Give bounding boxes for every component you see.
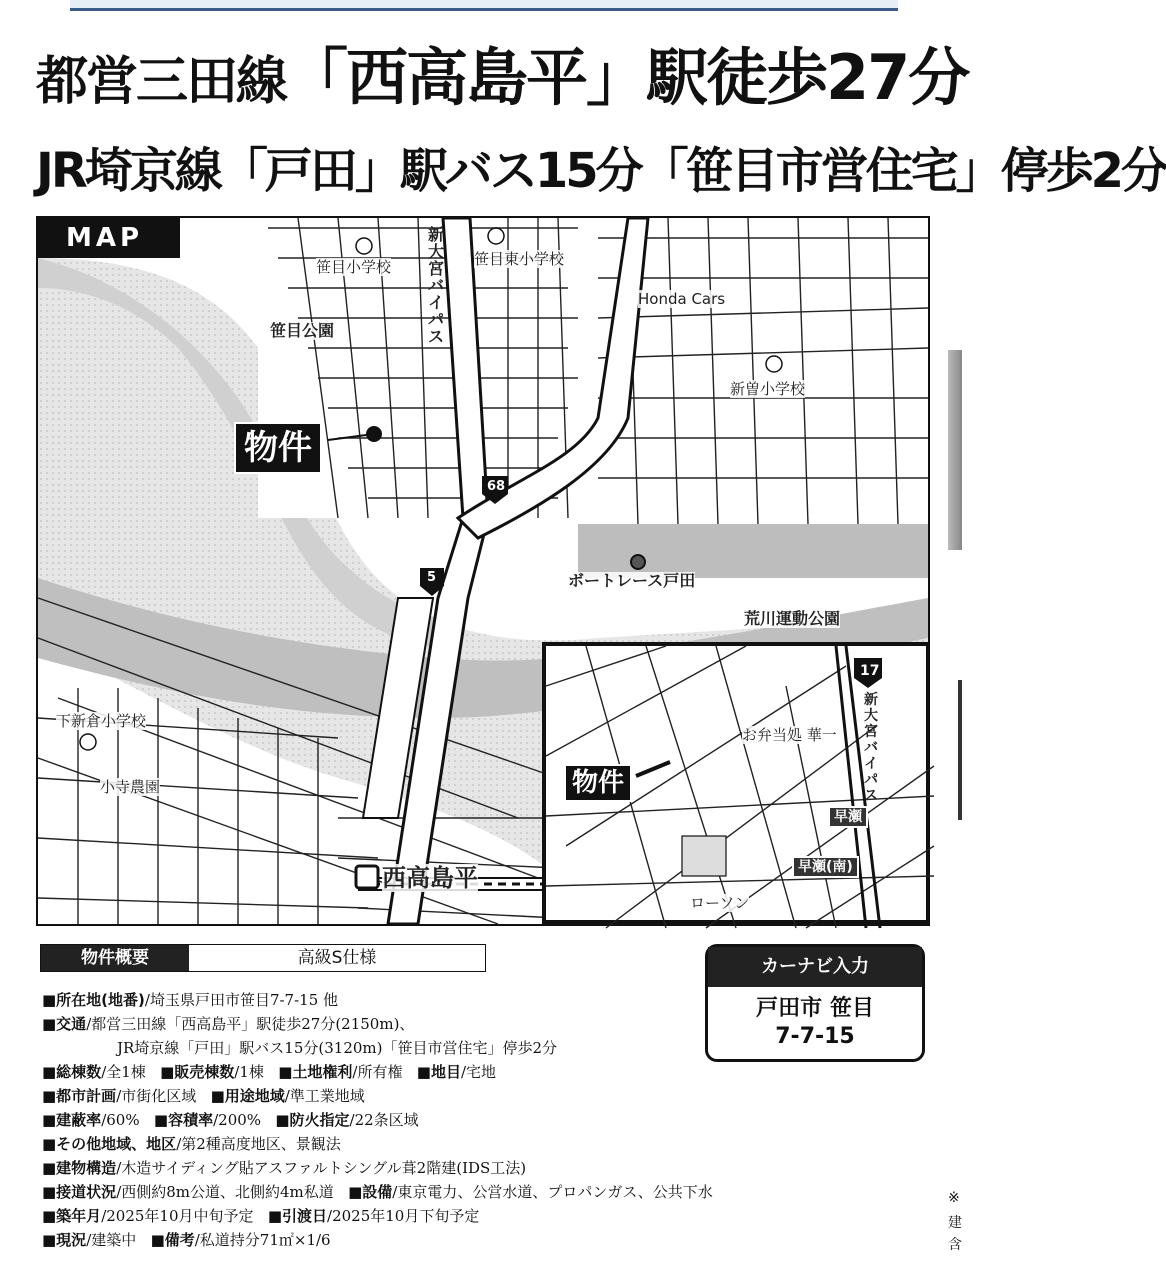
detail-row	[42, 1036, 713, 1060]
label-boatrace: ボートレース戸田	[568, 571, 696, 590]
top-banner-bar	[70, 0, 898, 11]
car-navi-line1: 戸田市 笹目	[756, 996, 874, 1021]
route-68-shield: 68	[487, 479, 506, 494]
label-honda-cars: Honda Cars	[638, 290, 726, 308]
edge-text-3: 含	[948, 1237, 962, 1253]
label-sasame-east-es: 笹目東小学校	[474, 250, 565, 268]
detail-key: ■その他地域、地区	[42, 1135, 177, 1153]
detail-value: /建築中	[86, 1231, 137, 1249]
detail-value: /都営三田線「西高島平」駅徒歩27分(2150m)、	[86, 1015, 415, 1033]
detail-row	[42, 1204, 713, 1228]
detail-key: ■築年月	[42, 1207, 102, 1225]
detail-value: /200%	[213, 1111, 262, 1129]
route-17-shield: 17	[860, 663, 880, 679]
headline-station: 「西高島平」	[286, 41, 647, 114]
detail-row	[42, 1060, 713, 1084]
headline-line1-a: 都営三田線	[36, 52, 287, 112]
detail-key: ■備考	[150, 1231, 195, 1249]
detail-value: /全1棟	[101, 1063, 146, 1081]
car-navi-box	[705, 944, 925, 1062]
detail-key: ■地目	[416, 1063, 461, 1081]
detail-row	[42, 1012, 713, 1036]
label-sasame-es: 笹目小学校	[316, 258, 392, 276]
detail-row	[42, 1084, 713, 1108]
inset-label-bypass: 新大宮バイパス	[864, 692, 878, 804]
label-shinzo-es: 新曽小学校	[730, 380, 806, 398]
detail-key: ■接道状況	[42, 1183, 117, 1201]
inset-label-lawson: ローソン	[690, 894, 750, 912]
detail-row	[42, 988, 713, 1012]
label-kodera-farm: 小寺農園	[100, 778, 161, 796]
label-shimoshinkura-es: 下新倉小学校	[56, 712, 147, 730]
detail-key: ■現況	[42, 1231, 87, 1249]
detail-key: ■建蔽率	[42, 1111, 102, 1129]
detail-key: ■用途地域	[210, 1087, 285, 1105]
map-tab: MAP	[38, 218, 180, 258]
edge-text-1: ※	[948, 1190, 960, 1206]
detail-value: /私道持分71㎡×1/6	[194, 1231, 331, 1249]
detail-row	[42, 1108, 713, 1132]
detail-value: /22条区域	[349, 1111, 419, 1129]
label-arakawa-park: 荒川運動公園	[744, 609, 841, 628]
headline-line2: JR埼京線「戸田」駅バス15分「笹目市営住宅」停歩2分	[36, 143, 1166, 199]
property-label: 物件	[234, 422, 322, 474]
detail-value: /市街化区域	[116, 1087, 197, 1105]
inset-property-label: 物件	[564, 764, 632, 802]
detail-row	[42, 1228, 713, 1252]
detail-key: ■所在地(地番)	[42, 991, 145, 1009]
area-map	[36, 216, 930, 926]
detail-key: ■交通	[42, 1015, 87, 1033]
detail-key: ■土地権利	[278, 1063, 353, 1081]
edge-text-2: 建	[948, 1215, 962, 1231]
detail-value: /東京電力、公営水道、プロパンガス、公共下水	[392, 1183, 713, 1201]
page-edge-strip	[948, 350, 962, 550]
inset-label-bento: お弁当処 華一	[742, 726, 837, 744]
detail-row	[42, 1132, 713, 1156]
detail-value: /準工業地域	[284, 1087, 365, 1105]
detail-value: /1棟	[234, 1063, 264, 1081]
car-navi-title: カーナビ入力	[708, 947, 922, 987]
detail-value: /2025年10月下旬予定	[327, 1207, 480, 1225]
detail-value: /西側約8m公道、北側約4m私道	[116, 1183, 334, 1201]
detail-key: ■都市計画	[42, 1087, 117, 1105]
car-navi-address	[708, 987, 922, 1051]
detail-value: /宅地	[460, 1063, 497, 1081]
car-navi-line2: 7-7-15	[775, 1024, 855, 1049]
detail-value: /2025年10月中旬予定	[101, 1207, 254, 1225]
headline-walk: 駅徒歩27分	[646, 41, 969, 114]
summary-header-key: 物件概要	[41, 945, 189, 971]
label-nishitakashimadaira: 西高島平	[382, 864, 478, 892]
property-details	[42, 988, 713, 1252]
headline-line1	[36, 28, 968, 117]
route-5-shield: 5	[427, 570, 437, 585]
detail-row	[42, 1180, 713, 1204]
detail-value: JR埼京線「戸田」駅バス15分(3120m)「笹目市営住宅」停歩2分	[117, 1039, 558, 1057]
summary-header-value: 高級S仕様	[297, 948, 377, 968]
inset-bus-stop-hayase-south: 早瀬(南)	[792, 856, 859, 878]
label-sasame-park: 笹目公園	[270, 321, 335, 340]
detail-key: ■建物構造	[42, 1159, 117, 1177]
detail-value: /埼玉県戸田市笹目7-7-15 他	[144, 991, 339, 1009]
detail-value: /所有権	[352, 1063, 403, 1081]
detail-key: ■引渡日	[267, 1207, 328, 1225]
inset-map	[542, 642, 930, 924]
detail-key: ■販売棟数	[160, 1063, 235, 1081]
detail-key: ■容積率	[153, 1111, 214, 1129]
detail-value: /60%	[101, 1111, 140, 1129]
inset-bus-stop-hayase: 早瀬	[828, 806, 868, 828]
detail-value: /第2種高度地区、景観法	[176, 1135, 341, 1153]
detail-key: ■設備	[348, 1183, 393, 1201]
detail-row	[42, 1156, 713, 1180]
detail-key: ■防火指定	[275, 1111, 350, 1129]
detail-value: /木造サイディング貼アスファルトシングル葺2階建(IDS工法)	[116, 1159, 527, 1177]
label-bypass: 新大宮バイパス	[428, 225, 445, 346]
summary-header	[40, 944, 486, 972]
detail-key: ■総棟数	[42, 1063, 102, 1081]
page-edge-mark	[958, 680, 962, 820]
